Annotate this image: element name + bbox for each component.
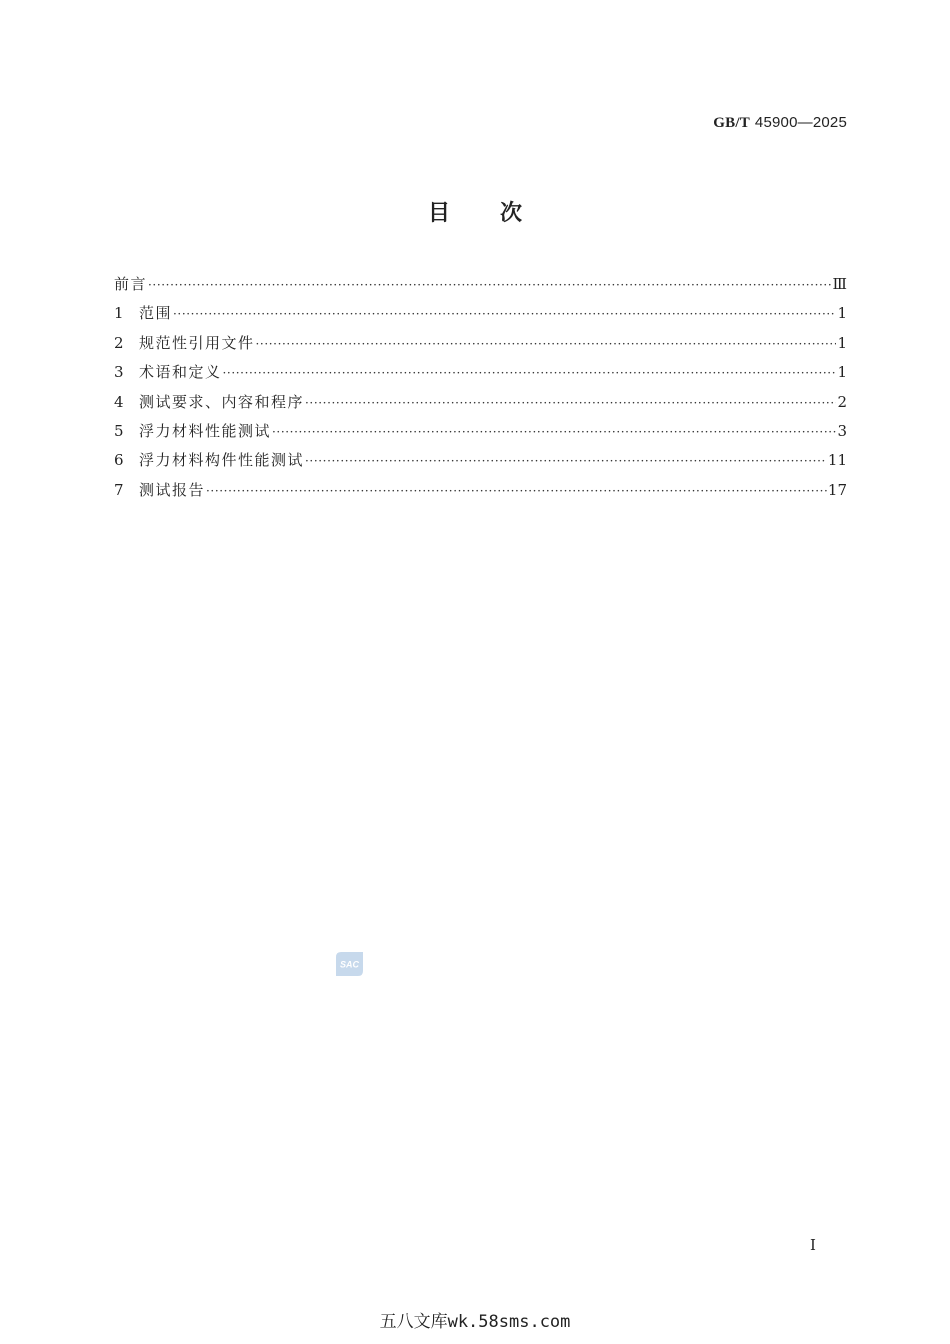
toc-entry-foreword[interactable]	[114, 272, 847, 301]
toc-entry-page: 3	[837, 421, 847, 440]
table-of-contents	[114, 272, 847, 507]
standard-number: 45900—2025	[754, 114, 847, 131]
toc-entry-4[interactable]	[114, 390, 847, 419]
toc-entry-number: 7	[114, 480, 124, 499]
toc-entry-label: 前言	[114, 275, 148, 293]
toc-entry-label: 浮力材料构件性能测试	[139, 451, 305, 470]
dot-leader	[223, 361, 837, 385]
toc-entry-7[interactable]	[114, 478, 847, 507]
toc-entry-3[interactable]	[114, 360, 847, 389]
toc-entry-page: Ⅲ	[832, 275, 847, 293]
dot-leader	[305, 391, 836, 415]
toc-entry-page: 1	[837, 333, 847, 352]
toc-entry-page: 1	[837, 363, 847, 382]
toc-entry-label: 测试要求、内容和程序	[139, 392, 305, 411]
dot-leader	[272, 420, 836, 444]
toc-entry-number: 3	[114, 363, 124, 382]
standard-code	[713, 113, 847, 132]
dot-leader	[206, 479, 827, 503]
toc-entry-page: 1	[837, 304, 847, 323]
toc-entry-page: 11	[827, 451, 847, 470]
footer-watermark-site: 五八文库wk.58sms.com	[379, 1312, 571, 1332]
page-number: I	[810, 1236, 816, 1254]
dot-leader	[256, 332, 837, 356]
sac-watermark-icon	[336, 952, 363, 976]
standard-prefix: GB/T	[713, 115, 750, 131]
watermark-text: SAC	[339, 959, 360, 970]
toc-entry-page: 17	[827, 480, 847, 499]
toc-entry-6[interactable]	[114, 448, 847, 477]
toc-entry-label: 测试报告	[139, 480, 206, 499]
toc-entry-number: 2	[114, 333, 124, 352]
toc-entry-label: 范围	[139, 304, 173, 323]
toc-entry-label: 浮力材料性能测试	[139, 421, 272, 440]
toc-entry-1[interactable]	[114, 301, 847, 330]
toc-entry-number: 6	[114, 451, 124, 470]
toc-title: 目次	[427, 201, 572, 226]
toc-entry-number: 5	[114, 421, 124, 440]
dot-leader	[148, 273, 832, 297]
dot-leader	[305, 449, 827, 473]
toc-entry-page: 2	[837, 392, 847, 411]
toc-entry-2[interactable]	[114, 331, 847, 360]
dot-leader	[173, 302, 836, 326]
toc-entry-number: 4	[114, 392, 124, 411]
toc-entry-number: 1	[114, 304, 124, 323]
toc-entry-5[interactable]	[114, 419, 847, 448]
toc-entry-label: 术语和定义	[139, 363, 222, 382]
toc-entry-label: 规范性引用文件	[139, 333, 255, 352]
